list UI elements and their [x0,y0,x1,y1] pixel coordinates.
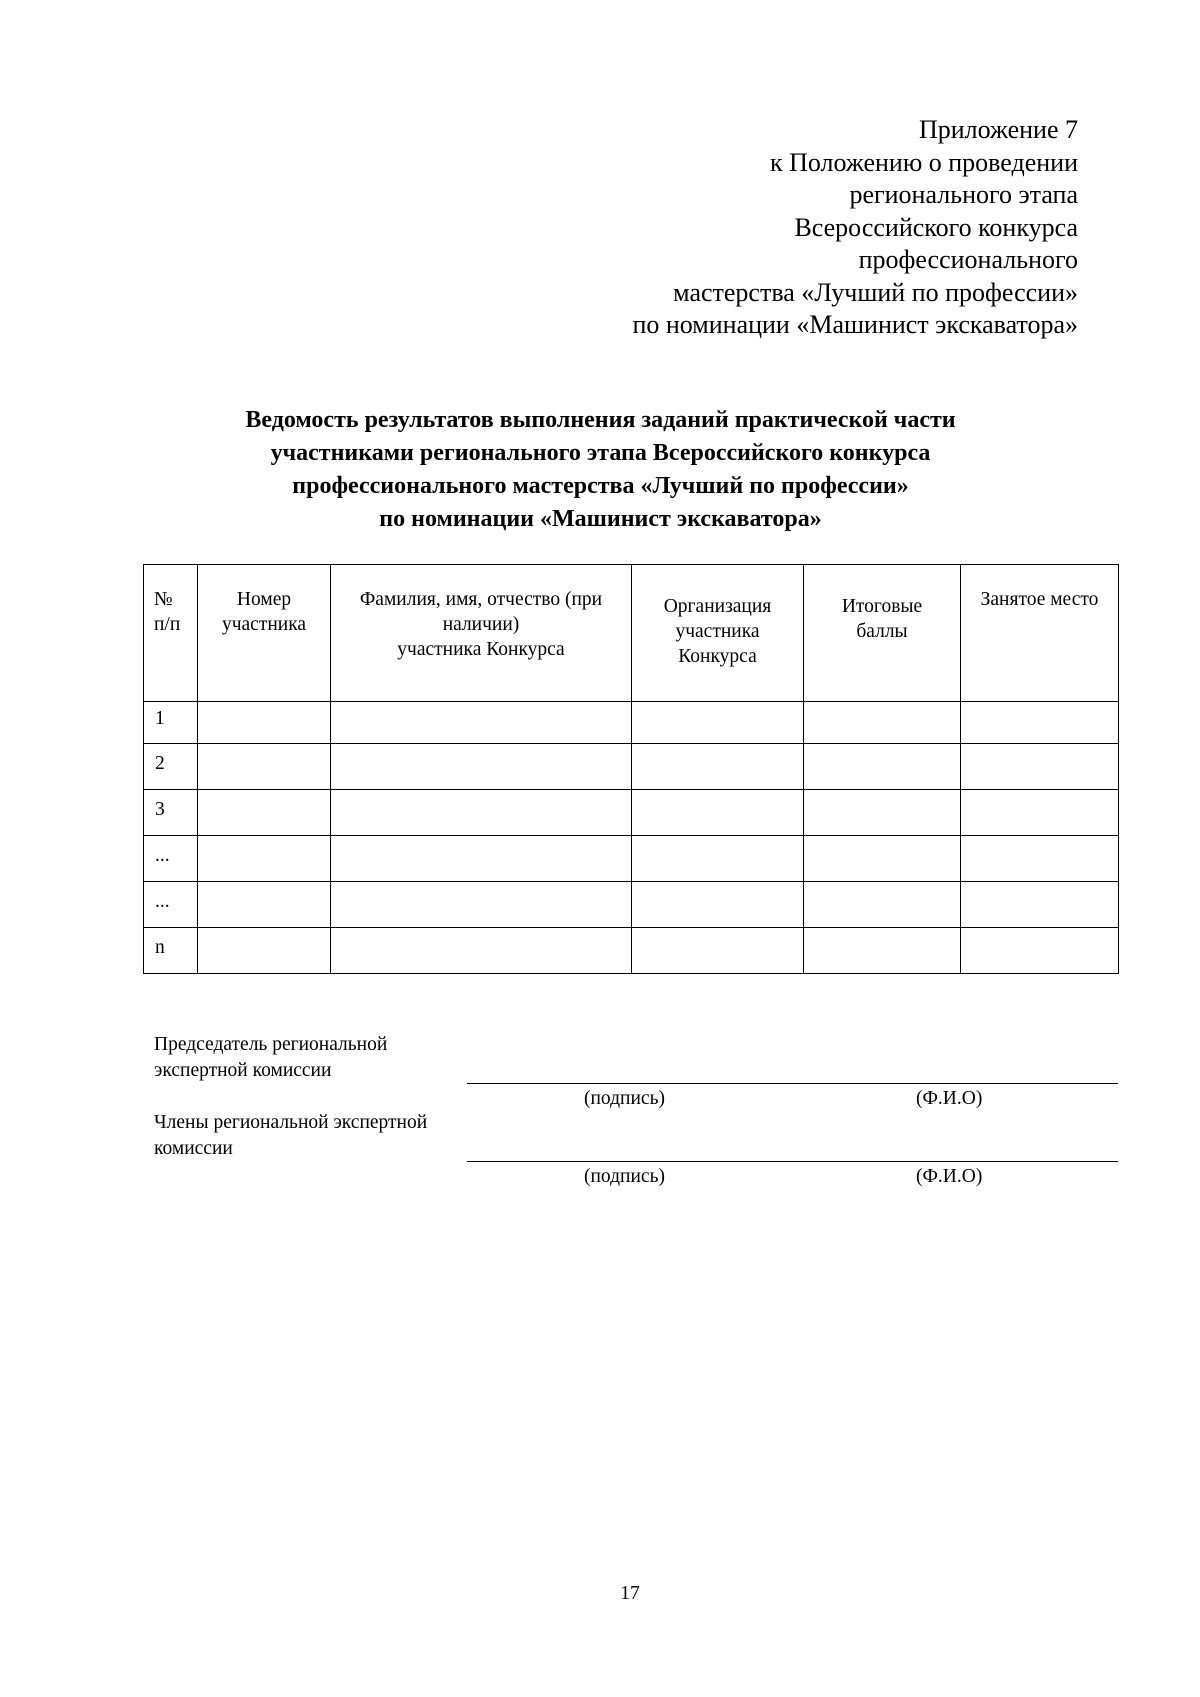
chairman-signature-caption: (подпись) [584,1088,665,1109]
title-line: участниками регионального этапа Всероссийского конкурса [270,440,931,466]
organization-cell [632,790,804,836]
organization-cell [632,702,804,744]
header-organization [632,565,804,702]
full-name-cell [331,702,632,744]
row-number-cell: n [144,928,198,974]
header-line: участника [675,621,760,642]
place-cell [961,882,1119,928]
page-number: 17 [620,1583,640,1604]
header-full-name [331,565,632,702]
full-name-cell [331,836,632,882]
members-signature-caption: (подпись) [584,1166,665,1187]
table-row [144,744,1119,790]
row-number-cell: ... [144,836,198,882]
label-line: экспертной комиссии [154,1060,332,1081]
members-label [154,1110,427,1162]
header-number [144,565,198,702]
header-line: Конкурса [678,646,757,667]
chairman-label [154,1032,387,1084]
table-row [144,790,1119,836]
appendix-line: мастерства «Лучший по профессии» [673,277,1078,307]
header-place [961,565,1119,702]
header-line: п/п [154,614,181,635]
participant-number-cell [198,836,331,882]
appendix-line: к Положению о проведении [769,147,1078,177]
organization-cell [632,882,804,928]
row-number-cell: 1 [144,702,198,744]
label-line: Председатель региональной [154,1034,388,1055]
full-name-cell [331,882,632,928]
total-score-cell [804,702,961,744]
header-participant-number [198,565,331,702]
organization-cell [632,744,804,790]
table-row [144,702,1119,744]
header-line: участника Конкурса [397,639,565,660]
header-line: Организация [663,596,772,617]
header-line: Фамилия, имя, отчество (при [359,589,603,610]
table-row [144,836,1119,882]
header-line: Занятое место [980,589,1099,610]
appendix-line: профессионального [858,245,1078,274]
participant-number-cell [198,928,331,974]
document-title [143,404,1058,536]
participant-number-cell [198,702,331,744]
full-name-cell [331,790,632,836]
full-name-cell [331,744,632,790]
total-score-cell [804,928,961,974]
row-number-cell: ... [144,882,198,928]
place-cell [961,702,1119,744]
header-total-score [804,565,961,702]
appendix-line: регионального этапа [849,180,1078,209]
table-header-row [144,565,1119,702]
appendix-line: по номинации «Машинист экскаватора» [632,310,1078,339]
organization-cell [632,836,804,882]
title-line: Ведомость результатов выполнения заданий практической части [245,407,956,433]
chairman-signature-line [467,1083,1118,1084]
table-row [144,928,1119,974]
full-name-cell [331,928,632,974]
row-number-cell: 3 [144,790,198,836]
label-line: комиссии [154,1138,233,1159]
title-line: по номинации «Машинист экскаватора» [379,506,822,532]
place-cell [961,744,1119,790]
total-score-cell [804,836,961,882]
total-score-cell [804,744,961,790]
organization-cell [632,928,804,974]
place-cell [961,928,1119,974]
header-line: Итоговые [841,596,923,617]
members-name-caption: (Ф.И.О) [916,1166,983,1187]
title-line: профессионального мастерства «Лучший по профессии» [292,473,909,499]
results-table [143,564,1119,974]
members-signature-line [467,1161,1118,1162]
header-line: № [154,589,173,610]
header-line: наличии) [442,614,520,635]
appendix-header [478,114,1078,342]
total-score-cell [804,882,961,928]
header-line: участника [221,614,307,635]
table-row [144,882,1119,928]
appendix-line: Приложение 7 [918,115,1078,144]
participant-number-cell [198,882,331,928]
header-line: баллы [856,621,908,642]
header-line: Номер [236,589,292,610]
participant-number-cell [198,744,331,790]
appendix-line: Всероссийского конкурса [794,212,1078,242]
total-score-cell [804,790,961,836]
label-line: Члены региональной экспертной [154,1112,428,1133]
place-cell [961,836,1119,882]
participant-number-cell [198,790,331,836]
place-cell [961,790,1119,836]
row-number-cell: 2 [144,744,198,790]
chairman-name-caption: (Ф.И.О) [916,1088,983,1109]
